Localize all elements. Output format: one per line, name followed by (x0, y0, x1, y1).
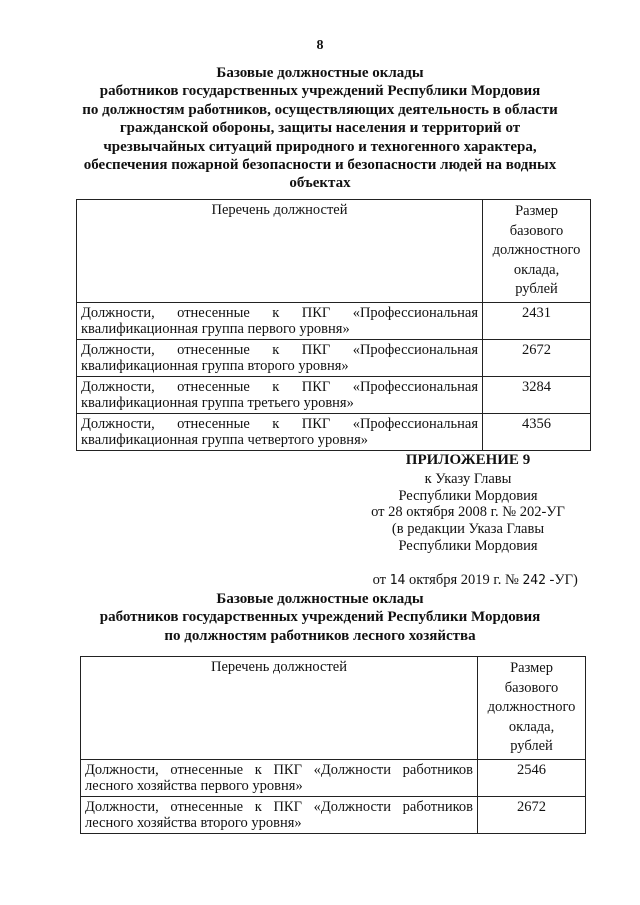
position-text: Должности, отнесенные к ПКГ «Профессиональная (81, 341, 479, 358)
section1-title (60, 64, 580, 193)
position-text: лесного хозяйства второго уровня» (85, 814, 302, 831)
section2-title-line: по должностям работников лесного хозяйства (164, 627, 476, 644)
salary-table-forestry (80, 656, 586, 834)
header-size-line: базового (504, 679, 559, 696)
salary-value: 2546 (478, 759, 586, 796)
position-cell (77, 376, 483, 413)
table-row (77, 302, 591, 339)
header-size-line: рублей (515, 281, 558, 297)
appendix-line: Республики Мордовия (398, 537, 538, 554)
header-size-line: должностного (487, 699, 576, 715)
section1-title-line: работников государственных учреждений Республики Мордовия (99, 83, 541, 100)
header-salary-size (478, 657, 586, 760)
section2-title-line: работников государственных учреждений Республики Мордовия (99, 609, 541, 626)
header-size-line: должностного (492, 242, 581, 258)
section1-title-line: объектах (289, 175, 351, 192)
position-text: Должности, отнесенные к ПКГ «Должности работников (85, 798, 474, 815)
position-cell (77, 413, 483, 450)
header-positions: Перечень должностей (81, 657, 478, 760)
date-prefix: от (372, 571, 390, 588)
section1-title-line: гражданской обороны, защиты населения и территорий от (119, 120, 521, 137)
header-size-line: Размер (515, 203, 558, 219)
section1-title-line: по должностям работников, осуществляющих деятельность в области (82, 101, 558, 118)
position-cell (81, 759, 478, 796)
section1-title-line: Базовые должностные оклады (216, 65, 424, 81)
date-day: 14 (389, 572, 406, 588)
salary-value: 2672 (483, 339, 591, 376)
position-text: Должности, отнесенные к ПКГ «Профессиональная (81, 378, 479, 395)
position-cell (77, 339, 483, 376)
header-size-line: базового (509, 222, 564, 239)
table-row (77, 376, 591, 413)
date-suffix: -УГ) (545, 571, 578, 588)
decree-number: 242 (522, 572, 546, 588)
header-salary-size (483, 200, 591, 303)
position-cell (81, 796, 478, 833)
table-row (77, 413, 591, 450)
position-text: квалификационная группа первого уровня» (81, 320, 350, 337)
table-header-row (77, 200, 591, 303)
appendix-line: (в редакции Указа Главы (391, 521, 545, 538)
date-middle: октября 2019 г. № (405, 571, 523, 588)
table-row (81, 759, 586, 796)
salary-value: 2672 (478, 796, 586, 833)
appendix-block (340, 452, 596, 606)
position-text: квалификационная группа второго уровня» (81, 357, 349, 374)
page-number: 8 (316, 38, 324, 53)
header-size-line: оклада, (513, 261, 560, 278)
section2-title-line: Базовые должностные оклады (216, 591, 424, 607)
section1-title-line: обеспечения пожарной безопасности и безопасности людей на водных (83, 157, 557, 174)
section1-title-line: чрезвычайных ситуаций природного и техногенного характера, (103, 138, 537, 155)
position-text: Должности, отнесенные к ПКГ «Должности работников (85, 761, 474, 778)
position-cell (77, 302, 483, 339)
table-row (77, 339, 591, 376)
position-text: Должности, отнесенные к ПКГ «Профессиональная (81, 304, 479, 321)
section2-title (60, 590, 580, 645)
appendix-line: Республики Мордовия (398, 487, 538, 504)
header-size-line: оклада, (508, 718, 555, 735)
appendix-title: ПРИЛОЖЕНИЕ 9 (405, 452, 531, 468)
table-header-row (81, 657, 586, 760)
position-text: квалификационная группа четвертого уровня» (81, 431, 368, 448)
salary-value: 4356 (483, 413, 591, 450)
position-text: лесного хозяйства первого уровня» (85, 777, 303, 794)
salary-value: 2431 (483, 302, 591, 339)
header-size-line: Размер (510, 660, 553, 676)
position-text: Должности, отнесенные к ПКГ «Профессиональная (81, 415, 479, 432)
header-size-line: рублей (510, 738, 553, 754)
salary-value: 3284 (483, 376, 591, 413)
header-positions: Перечень должностей (77, 200, 483, 303)
appendix-line: от 28 октября 2008 г. № 202-УГ (371, 504, 565, 521)
position-text: квалификационная группа третьего уровня» (81, 394, 354, 411)
salary-table-civil-defense (76, 199, 591, 451)
table-row (81, 796, 586, 833)
appendix-line: к Указу Главы (424, 470, 512, 487)
